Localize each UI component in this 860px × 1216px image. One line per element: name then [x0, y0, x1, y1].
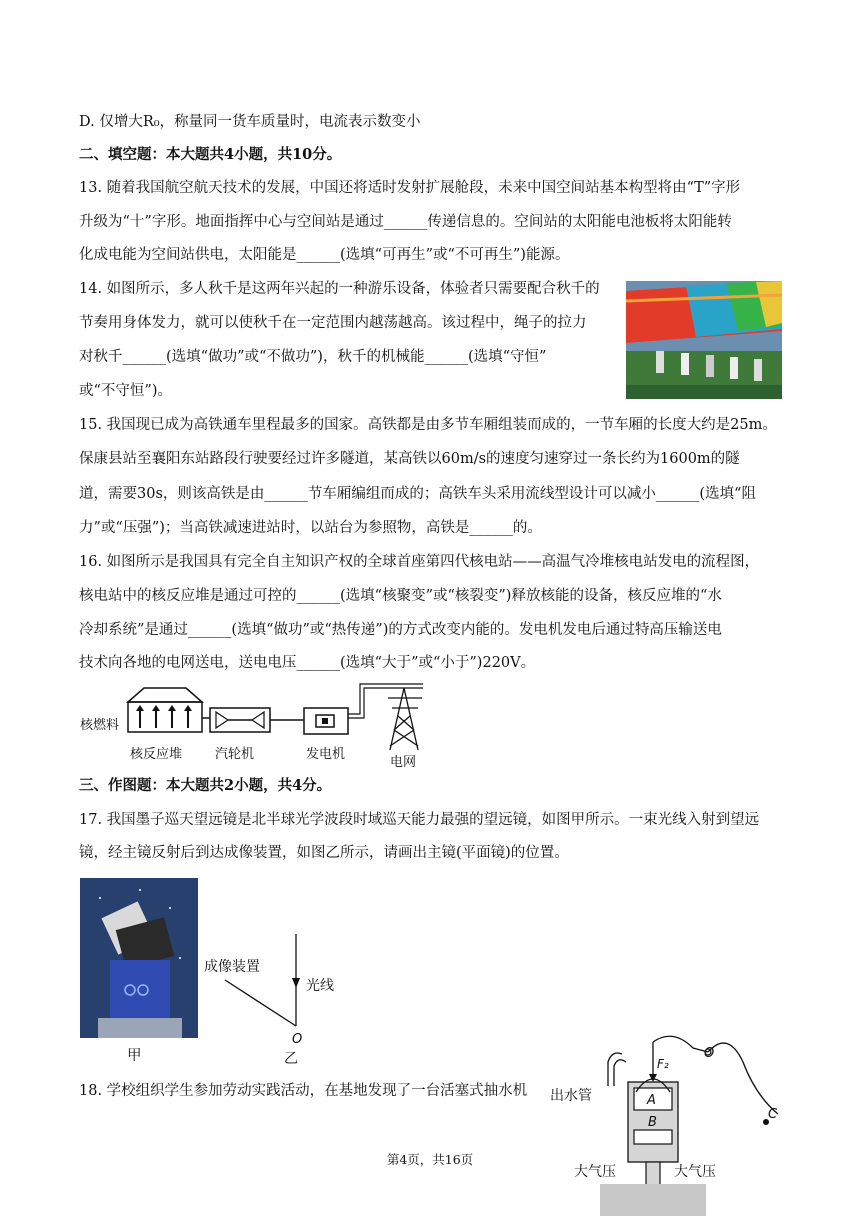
question-17-line2: 镜，经主镜反射后到达成像装置，如图乙所示，请画出主镜(平面镜)的位置。: [79, 845, 569, 861]
label-b: B: [648, 1115, 657, 1130]
question-13-line2: 升级为“十”字形。地面指挥中心与空间站是通过______传递信息的。空间站的太阳能电池板将太阳能转: [79, 214, 732, 230]
label-a: A: [647, 1093, 656, 1108]
question-16-line2: 核电站中的核反应堆是通过可控的______(选填“核聚变”或“核裂变”)释放核能的设备，核反应堆的“水: [79, 588, 722, 604]
question-15-line1: 15. 我国现已成为高铁通车里程最多的国家。高铁都是由多节车厢组装而成的，一节车厢的长度大约是25m。: [79, 417, 777, 433]
section-fill-in-heading: 二、填空题：本大题共4小题，共10分。: [79, 146, 342, 163]
label-fuel: 核燃料: [80, 718, 120, 733]
label-generator: 发电机: [306, 747, 346, 762]
label-reactor: 核反应堆: [130, 747, 183, 762]
question-13-line1: 13. 随着我国航空航天技术的发展，中国还将适时发射扩展舱段，未来中国空间站基本构型将由“T”字形: [79, 180, 741, 196]
question-15-line3: 道，需要30s，则该高铁是由______节车厢编组而成的；高铁车头采用流线型设计可以减小______(选填“阻: [79, 486, 756, 502]
label-grid: 电网: [390, 755, 417, 770]
label-outlet: 出水管: [550, 1088, 592, 1104]
question-15-line2: 保康县站至襄阳东站路段行驶要经过许多隧道，某高铁以60m/s的速度匀速穿过一条长约为1600m的隧: [79, 451, 740, 467]
swing-photo: [626, 281, 782, 399]
option-d: D. 仅增大R₀，称量同一货车质量时，电流表示数变小: [79, 114, 421, 130]
question-14-line4: 或“不守恒”)。: [79, 383, 172, 399]
question-16-line4: 技术向各地的电网送电，送电电压______(选填“大于”或“小于”)220V。: [79, 655, 536, 671]
telescope-photo: [80, 878, 198, 1038]
question-16-line1: 16. 如图所示是我国具有完全自主知识产权的全球首座第四代核电站——高温气冷堆核电站发电的流程图，: [79, 554, 760, 570]
question-16-line3: 冷却系统”是通过______(选填“做功”或“热传递”)的方式改变内能的。发电机发电后通过特高压输送电: [79, 622, 722, 638]
label-f2: F₂: [657, 1057, 669, 1071]
label-c: C: [768, 1107, 778, 1122]
label-atm-right: 大气压: [674, 1164, 716, 1180]
page-footer: 第4页，共16页: [386, 1152, 474, 1167]
question-17-line1: 17. 我国墨子巡天望远镜是北半球光学波段时域巡天能力最强的望远镜，如图甲所示。一束光线入射到望远: [79, 812, 760, 828]
question-13-line3: 化成电能为空间站供电，太阳能是______(选填“可再生”或“不可再生”)能源。: [79, 247, 570, 263]
section-drawing-heading: 三、作图题：本大题共2小题，共4分。: [79, 777, 332, 794]
label-point-o: O: [292, 1032, 303, 1047]
label-turbine: 汽轮机: [215, 747, 255, 762]
label-yi: 乙: [284, 1051, 298, 1065]
ray-diagram: [200, 930, 350, 1065]
question-15-line4: 力”或“压强”)；当高铁减速进站时，以站台为参照物，高铁是______的。: [79, 520, 542, 536]
label-imaging-device: 成像装置: [204, 959, 260, 975]
question-14-line2: 节奏用身体发力，就可以使秋千在一定范围内越荡越高。该过程中，绳子的拉力: [79, 315, 587, 331]
label-ray: 光线: [306, 978, 334, 994]
label-o: O: [704, 1046, 715, 1061]
label-atm-left: 大气压: [574, 1164, 616, 1180]
label-jia: 甲: [127, 1048, 142, 1064]
pump-diagram: [548, 1026, 788, 1216]
nuclear-flow-diagram: [78, 680, 428, 772]
question-14-line3: 对秋千______(选填“做功”或“不做功”)，秋千的机械能______(选填“守恒”: [79, 349, 547, 365]
question-18-line1: 18. 学校组织学生参加劳动实践活动，在基地发现了一台活塞式抽水机: [79, 1083, 528, 1099]
question-14-line1: 14. 如图所示，多人秋千是这两年兴起的一种游乐设备，体验者只需要配合秋千的: [79, 281, 600, 297]
